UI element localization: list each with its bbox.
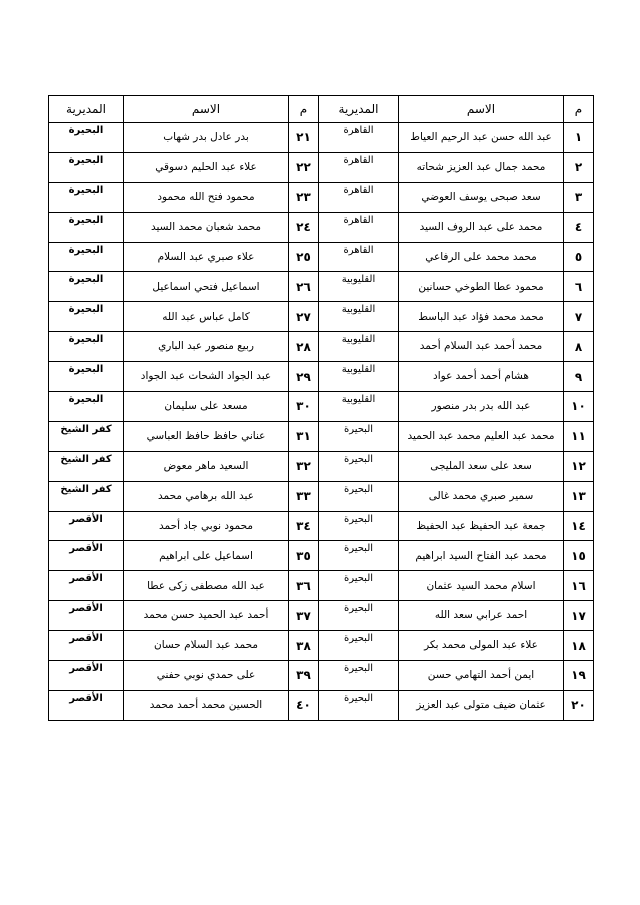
directorate-cell: الأقصر xyxy=(49,511,124,541)
table-row xyxy=(49,541,594,571)
name-cell: عثمان ضيف متولى عبد العزيز xyxy=(399,690,564,720)
table-body xyxy=(49,123,594,721)
row-number-cell: ٢٧ xyxy=(289,302,319,332)
name-cell: محمد على عبد الروف السيد xyxy=(399,212,564,242)
name-cell: اسلام محمد السيد عثمان xyxy=(399,571,564,601)
directorate-cell: القاهرة xyxy=(319,212,399,242)
table-row xyxy=(49,332,594,362)
directorate-cell: كفر الشيخ xyxy=(49,481,124,511)
row-number-cell: ٦ xyxy=(564,272,594,302)
row-number-cell: ١٨ xyxy=(564,631,594,661)
name-cell: عبد الله حسن عبد الرحيم العياط xyxy=(399,123,564,153)
name-cell: عبد الله برهامي محمد xyxy=(124,481,289,511)
directorate-cell: البحيرة xyxy=(49,123,124,153)
directorate-cell: البحيرة xyxy=(49,242,124,272)
directorate-cell: البحيرة xyxy=(319,421,399,451)
row-number-cell: ١٤ xyxy=(564,511,594,541)
row-number-cell: ٨ xyxy=(564,332,594,362)
row-number-cell: ٩ xyxy=(564,362,594,392)
row-number-cell: ١٠ xyxy=(564,392,594,422)
name-cell: بدر عادل بدر شهاب xyxy=(124,123,289,153)
row-number-cell: ٧ xyxy=(564,302,594,332)
directorate-cell: القاهرة xyxy=(319,182,399,212)
table-row xyxy=(49,571,594,601)
directorate-cell: البحيرة xyxy=(319,481,399,511)
directorate-cell: القليوبية xyxy=(319,332,399,362)
name-cell: محمد عبد العليم محمد عبد الحميد xyxy=(399,421,564,451)
directorate-cell: البحيرة xyxy=(49,362,124,392)
table-row xyxy=(49,601,594,631)
row-number-cell: ٢٨ xyxy=(289,332,319,362)
row-number-cell: ٣٦ xyxy=(289,571,319,601)
name-cell: اسماعيل فتحي اسماعيل xyxy=(124,272,289,302)
row-number-cell: ٢٥ xyxy=(289,242,319,272)
name-cell: محمود عطا الطوخي حسانين xyxy=(399,272,564,302)
row-number-cell: ٤٠ xyxy=(289,690,319,720)
name-cell: السعيد ماهر معوض xyxy=(124,451,289,481)
header-row xyxy=(49,96,594,123)
name-cell: سعد صبحى يوسف العوضي xyxy=(399,182,564,212)
name-cell: سمير صبري محمد غالى xyxy=(399,481,564,511)
name-cell: محمد محمد على الرفاعي xyxy=(399,242,564,272)
table-row xyxy=(49,182,594,212)
directorate-cell: البحيرة xyxy=(319,631,399,661)
table-row xyxy=(49,511,594,541)
directorate-cell: البحيرة xyxy=(319,661,399,691)
row-number-cell: ٣٧ xyxy=(289,601,319,631)
name-cell: على حمدي نوبي حفني xyxy=(124,661,289,691)
directorate-cell: البحيرة xyxy=(49,272,124,302)
name-cell: عبد الله مصطفى زكى عطا xyxy=(124,571,289,601)
table-row xyxy=(49,212,594,242)
directorate-cell: الأقصر xyxy=(49,690,124,720)
name-cell: هشام أحمد أحمد عواد xyxy=(399,362,564,392)
table-row xyxy=(49,152,594,182)
directorate-cell: البحيرة xyxy=(49,182,124,212)
directorate-cell: القليوبية xyxy=(319,302,399,332)
name-cell: محمد عبد الفتاح السيد ابراهيم xyxy=(399,541,564,571)
directorate-cell: القليوبية xyxy=(319,362,399,392)
row-number-cell: ٣١ xyxy=(289,421,319,451)
header-num-1: م xyxy=(564,96,594,123)
directorate-cell: البحيرة xyxy=(319,601,399,631)
names-table-container xyxy=(48,95,593,721)
row-number-cell: ١٧ xyxy=(564,601,594,631)
directorate-cell: البحيرة xyxy=(319,511,399,541)
directorate-cell: البحيرة xyxy=(49,332,124,362)
table-row xyxy=(49,451,594,481)
row-number-cell: ٣٢ xyxy=(289,451,319,481)
header-num-2: م xyxy=(289,96,319,123)
directorate-cell: البحيرة xyxy=(319,451,399,481)
directorate-cell: الأقصر xyxy=(49,601,124,631)
table-row xyxy=(49,481,594,511)
directorate-cell: كفر الشيخ xyxy=(49,451,124,481)
name-cell: محمد جمال عبد العزيز شحاته xyxy=(399,152,564,182)
row-number-cell: ١٥ xyxy=(564,541,594,571)
directorate-cell: القاهرة xyxy=(319,152,399,182)
name-cell: أحمد عبد الحميد حسن محمد xyxy=(124,601,289,631)
directorate-cell: القاهرة xyxy=(319,242,399,272)
table-row xyxy=(49,631,594,661)
name-cell: محمد محمد فؤاد عبد الباسط xyxy=(399,302,564,332)
directorate-cell: البحيرة xyxy=(319,571,399,601)
table-row xyxy=(49,302,594,332)
row-number-cell: ٣٠ xyxy=(289,392,319,422)
row-number-cell: ٣٨ xyxy=(289,631,319,661)
directorate-cell: البحيرة xyxy=(319,541,399,571)
row-number-cell: ٥ xyxy=(564,242,594,272)
directorate-cell: الأقصر xyxy=(49,631,124,661)
name-cell: احمد عرابي سعد الله xyxy=(399,601,564,631)
name-cell: ربيع منصور عبد الباري xyxy=(124,332,289,362)
table-row xyxy=(49,123,594,153)
name-cell: عناني حافظ حافظ العباسي xyxy=(124,421,289,451)
directorate-cell: القليوبية xyxy=(319,392,399,422)
row-number-cell: ١٣ xyxy=(564,481,594,511)
name-cell: سعد على سعد المليجى xyxy=(399,451,564,481)
row-number-cell: ١٢ xyxy=(564,451,594,481)
row-number-cell: ١١ xyxy=(564,421,594,451)
row-number-cell: ٢٣ xyxy=(289,182,319,212)
table-row xyxy=(49,421,594,451)
name-cell: عبد الله بدر بدر منصور xyxy=(399,392,564,422)
name-cell: الحسين محمد أحمد محمد xyxy=(124,690,289,720)
row-number-cell: ٣٩ xyxy=(289,661,319,691)
directorate-cell: البحيرة xyxy=(319,690,399,720)
directorate-cell: البحيرة xyxy=(49,212,124,242)
directorate-cell: الأقصر xyxy=(49,541,124,571)
row-number-cell: ٣ xyxy=(564,182,594,212)
name-cell: جمعة عبد الحفيظ عبد الحفيظ xyxy=(399,511,564,541)
directorate-cell: البحيرة xyxy=(49,392,124,422)
table-row xyxy=(49,661,594,691)
name-cell: محمود نوبي جاد أحمد xyxy=(124,511,289,541)
name-cell: محمد عبد السلام حسان xyxy=(124,631,289,661)
table-row xyxy=(49,242,594,272)
directorate-cell: القاهرة xyxy=(319,123,399,153)
row-number-cell: ٣٤ xyxy=(289,511,319,541)
directorate-cell: الأقصر xyxy=(49,661,124,691)
name-cell: علاء صبري عبد السلام xyxy=(124,242,289,272)
header-name-2: الاسم xyxy=(124,96,289,123)
row-number-cell: ٤ xyxy=(564,212,594,242)
name-cell: اسماعيل على ابراهيم xyxy=(124,541,289,571)
row-number-cell: ٣٥ xyxy=(289,541,319,571)
directorate-cell: البحيرة xyxy=(49,152,124,182)
directorate-cell: القليوبية xyxy=(319,272,399,302)
row-number-cell: ١٦ xyxy=(564,571,594,601)
name-cell: علاء عبد الحليم دسوقي xyxy=(124,152,289,182)
row-number-cell: ١٩ xyxy=(564,661,594,691)
directorate-cell: كفر الشيخ xyxy=(49,421,124,451)
name-cell: ايمن أحمد التهامي حسن xyxy=(399,661,564,691)
name-cell: عبد الجواد الشحات عبد الجواد xyxy=(124,362,289,392)
row-number-cell: ٢١ xyxy=(289,123,319,153)
table-row xyxy=(49,362,594,392)
name-cell: علاء عبد المولى محمد بكر xyxy=(399,631,564,661)
row-number-cell: ٢٤ xyxy=(289,212,319,242)
row-number-cell: ١ xyxy=(564,123,594,153)
header-directorate-2: المديرية xyxy=(49,96,124,123)
directorate-cell: البحيرة xyxy=(49,302,124,332)
row-number-cell: ٢٠ xyxy=(564,690,594,720)
name-cell: مسعد على سليمان xyxy=(124,392,289,422)
directorate-cell: الأقصر xyxy=(49,571,124,601)
row-number-cell: ٢٢ xyxy=(289,152,319,182)
row-number-cell: ٢٦ xyxy=(289,272,319,302)
name-cell: محمد شعبان محمد السيد xyxy=(124,212,289,242)
row-number-cell: ٢٩ xyxy=(289,362,319,392)
name-cell: كامل عباس عبد الله xyxy=(124,302,289,332)
header-directorate-1: المديرية xyxy=(319,96,399,123)
table-row xyxy=(49,690,594,720)
names-table xyxy=(48,95,594,721)
row-number-cell: ٢ xyxy=(564,152,594,182)
table-row xyxy=(49,392,594,422)
row-number-cell: ٣٣ xyxy=(289,481,319,511)
name-cell: محمد أحمد عبد السلام أحمد xyxy=(399,332,564,362)
table-row xyxy=(49,272,594,302)
header-name-1: الاسم xyxy=(399,96,564,123)
name-cell: محمود فتح الله محمود xyxy=(124,182,289,212)
